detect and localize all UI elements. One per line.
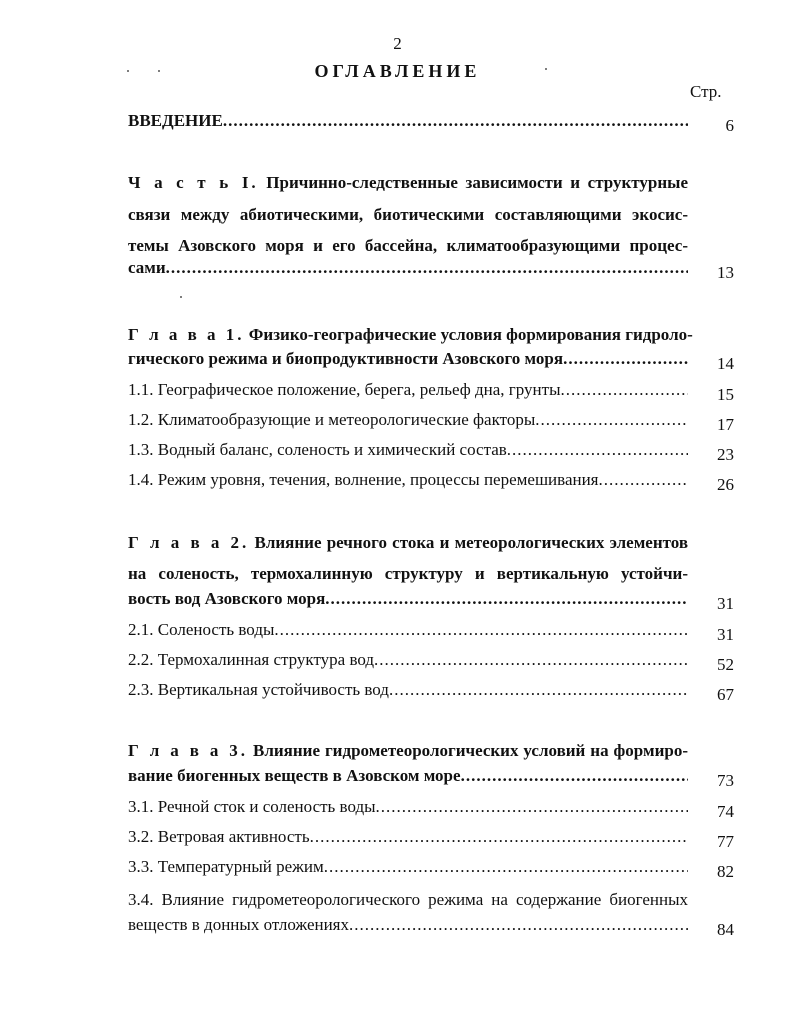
toc-text: веществ в донных отложениях bbox=[128, 915, 349, 934]
dot-leader bbox=[389, 680, 688, 700]
dot-leader bbox=[325, 589, 688, 609]
toc-page-number: 26 bbox=[717, 475, 734, 494]
toc-chapter1-line1[interactable] bbox=[128, 325, 693, 345]
toc-part1-line1[interactable] bbox=[128, 173, 688, 193]
toc-chapter-prefix: Г л а в а 2. bbox=[128, 533, 250, 552]
toc-page-number: 13 bbox=[717, 263, 734, 282]
toc-section-1-2[interactable] bbox=[128, 410, 688, 440]
toc-section-3-3[interactable] bbox=[128, 857, 688, 887]
scan-speck bbox=[545, 68, 547, 70]
toc-entry-title: ВВЕДЕНИЕ bbox=[128, 111, 223, 130]
scan-speck bbox=[180, 296, 182, 298]
toc-page-number: 52 bbox=[717, 655, 734, 674]
toc-page-number: 14 bbox=[717, 354, 734, 373]
toc-page-number: 6 bbox=[725, 116, 734, 135]
toc-text: гического режима и биопродуктивности Азовского моря bbox=[128, 349, 564, 368]
page-number: 2 bbox=[393, 34, 402, 53]
toc-section-title: 1.1. Географическое положение, берега, рельеф дна, грунты bbox=[128, 380, 561, 399]
toc-section-title: 3.3. Температурный режим bbox=[128, 857, 324, 876]
dot-leader bbox=[324, 857, 688, 877]
toc-chapter2-line2: на соленость, термохалинную структуру и вертикальную устойчи- bbox=[128, 564, 688, 583]
toc-page-number: 31 bbox=[717, 594, 734, 613]
toc-page-number: 17 bbox=[717, 415, 734, 434]
dot-leader bbox=[376, 797, 688, 817]
toc-part1-line3: темы Азовского моря и его бассейна, климатообразующими процес- bbox=[128, 236, 688, 255]
toc-page-number: 77 bbox=[717, 832, 734, 851]
toc-section-3-4-line2 bbox=[128, 915, 688, 945]
page-column-header: Стр. bbox=[690, 82, 722, 101]
toc-section-3-4-line1[interactable]: 3.4. Влияние гидрометеорологического режима на содержание биогенных bbox=[128, 890, 688, 909]
toc-page-number: 74 bbox=[717, 802, 734, 821]
dot-leader bbox=[310, 827, 688, 847]
dot-leader bbox=[561, 380, 689, 400]
toc-section-1-3[interactable] bbox=[128, 440, 688, 470]
toc-section-3-2[interactable] bbox=[128, 827, 688, 857]
scan-speck bbox=[127, 70, 129, 72]
toc-chapter2-line1[interactable] bbox=[128, 533, 688, 553]
toc-section-2-2[interactable] bbox=[128, 650, 688, 680]
toc-text: Физико-географические условия формирования гидроло- bbox=[248, 325, 693, 344]
toc-section-2-1[interactable] bbox=[128, 620, 688, 650]
dot-leader bbox=[507, 440, 688, 460]
toc-page-number: 31 bbox=[717, 625, 734, 644]
dot-leader bbox=[535, 410, 688, 430]
toc-entry-intro[interactable] bbox=[128, 111, 688, 141]
toc-section-title: 1.3. Водный баланс, соленость и химический состав bbox=[128, 440, 507, 459]
dot-leader bbox=[599, 470, 688, 490]
toc-page-number: 82 bbox=[717, 862, 734, 881]
toc-section-title: 2.2. Термохалинная структура вод bbox=[128, 650, 375, 669]
toc-section-3-1[interactable] bbox=[128, 797, 688, 827]
toc-section-title: 1.4. Режим уровня, течения, волнение, процессы перемешивания bbox=[128, 470, 599, 489]
dot-leader bbox=[223, 111, 688, 131]
dot-leader bbox=[166, 258, 688, 278]
scan-speck bbox=[158, 70, 160, 72]
toc-section-1-4[interactable] bbox=[128, 470, 688, 500]
toc-text: Влияние гидрометеорологических условий на формиро- bbox=[253, 741, 688, 760]
toc-part1-line4 bbox=[128, 258, 688, 288]
toc-section-2-3[interactable] bbox=[128, 680, 688, 710]
toc-section-title: 3.1. Речной сток и соленость воды bbox=[128, 797, 376, 816]
toc-chapter-prefix: Г л а в а 3. bbox=[128, 741, 249, 760]
toc-part1-line2: связи между абиотическими, биотическими составляющими экосис- bbox=[128, 205, 688, 224]
toc-text: Причинно-следственные зависимости и структурные bbox=[266, 173, 689, 192]
toc-text: вость вод Азовского моря bbox=[128, 589, 326, 608]
toc-text: вание биогенных веществ в Азовском море bbox=[128, 766, 461, 785]
dot-leader bbox=[563, 349, 688, 369]
toc-text: Влияние речного стока и метеорологических элементов bbox=[254, 533, 688, 552]
toc-page-number: 73 bbox=[717, 771, 734, 790]
toc-part-prefix: Ч а с т ь I. bbox=[128, 173, 259, 192]
toc-page-number: 67 bbox=[717, 685, 734, 704]
toc-chapter2-line3 bbox=[128, 589, 688, 619]
toc-chapter-prefix: Г л а в а 1. bbox=[128, 325, 245, 344]
toc-chapter1-line2 bbox=[128, 349, 688, 379]
page-title: ОГЛАВЛЕНИЕ bbox=[314, 61, 481, 81]
dot-leader bbox=[461, 766, 688, 786]
toc-text: сами bbox=[128, 258, 166, 277]
toc-section-title: 2.1. Соленость воды bbox=[128, 620, 275, 639]
toc-section-title: 1.2. Климатообразующие и метеорологические факторы bbox=[128, 410, 536, 429]
toc-section-1-1[interactable] bbox=[128, 380, 688, 410]
dot-leader bbox=[349, 915, 688, 935]
toc-page-number: 15 bbox=[717, 385, 734, 404]
dot-leader bbox=[274, 620, 688, 640]
toc-chapter3-line1[interactable] bbox=[128, 741, 688, 761]
toc-section-title: 3.2. Ветровая активность bbox=[128, 827, 310, 846]
toc-section-title: 2.3. Вертикальная устойчивость вод bbox=[128, 680, 389, 699]
toc-page-number: 23 bbox=[717, 445, 734, 464]
dot-leader bbox=[374, 650, 688, 670]
toc-chapter3-line2 bbox=[128, 766, 688, 796]
toc-page-number: 84 bbox=[717, 920, 734, 939]
